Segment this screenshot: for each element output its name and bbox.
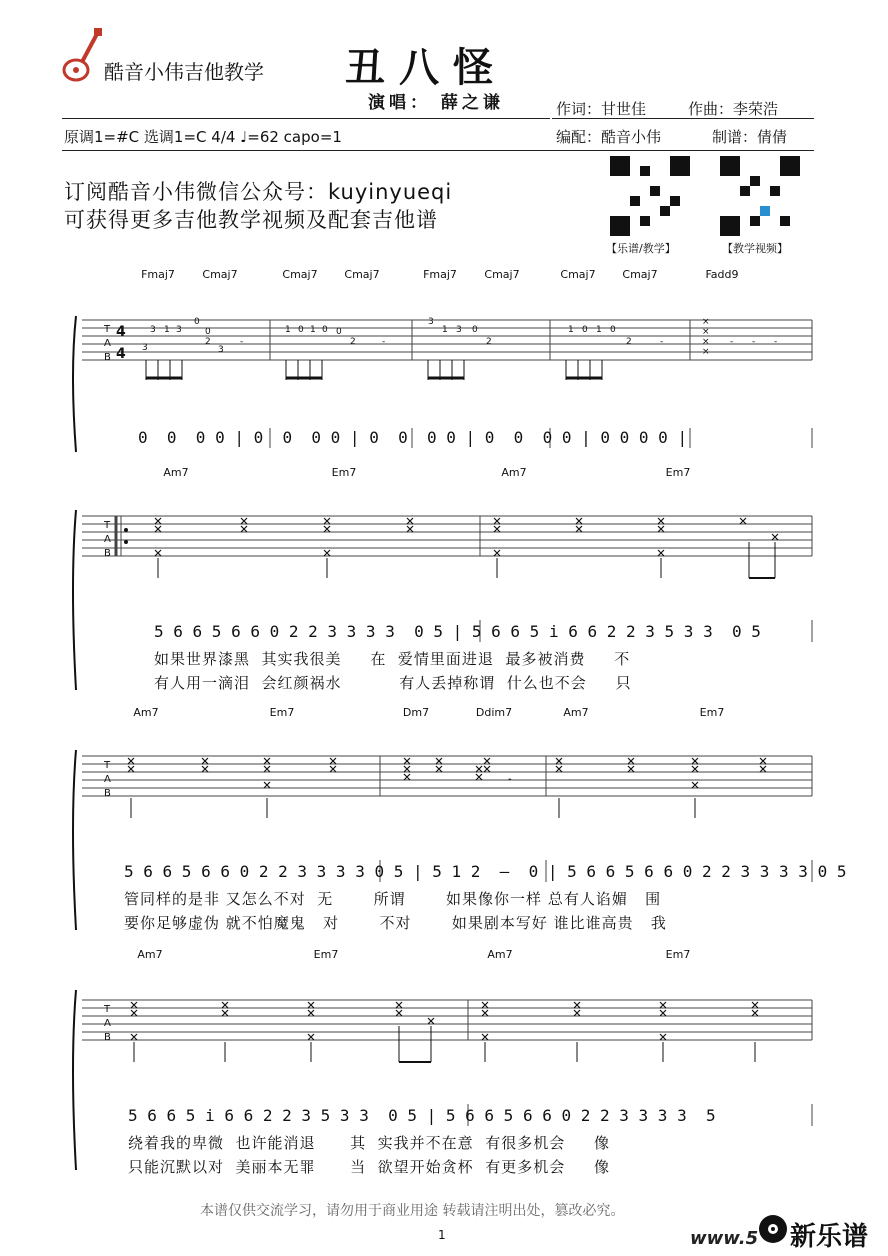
svg-text:1: 1	[164, 325, 170, 335]
chord-name: Cmaj7	[202, 268, 238, 281]
svg-text:3: 3	[428, 317, 434, 327]
composer: 作曲：李荣浩	[688, 100, 779, 118]
svg-text:-: -	[382, 337, 386, 347]
chord-name: Am7	[487, 948, 513, 961]
svg-text:-: -	[752, 337, 756, 347]
chord-name: Am7	[137, 948, 163, 961]
chord-name: Cmaj7	[560, 268, 596, 281]
qr-code-icon	[720, 156, 800, 236]
svg-text:×: ×	[702, 327, 710, 337]
svg-text:T: T	[104, 520, 111, 531]
score-system-2	[0, 462, 888, 702]
svg-text:A: A	[104, 774, 111, 785]
header-divider	[62, 118, 550, 119]
svg-text:0: 0	[582, 325, 588, 335]
key-info: 原调1=#C 选调1=C 4/4 ♩=62 capo=1	[64, 128, 342, 146]
svg-text:1: 1	[285, 325, 291, 335]
qr-code-icon	[610, 156, 690, 236]
svg-text:0: 0	[194, 317, 200, 327]
chord-name: Fadd9	[705, 268, 739, 281]
svg-text:3: 3	[176, 325, 182, 335]
svg-text:×: ×	[702, 347, 710, 357]
svg-text:2: 2	[486, 337, 492, 347]
qr-label-1: 【乐谱/教学】	[606, 242, 676, 255]
svg-text:0: 0	[322, 325, 328, 335]
svg-text:B: B	[104, 788, 111, 799]
svg-text:-: -	[240, 337, 244, 347]
score-system-4	[0, 942, 888, 1182]
chord-name: Em7	[665, 466, 691, 479]
engraver: 制谱：倩倩	[712, 128, 788, 146]
chord-name: Cmaj7	[282, 268, 318, 281]
jianpu-row: 5 6 6 5 6 6 0 2 2 3 3 3 3 0 5 | 5 6 6 5 i 6 6 2 2 3 5 3 3 0 5	[154, 622, 761, 641]
promo-line-1: 订阅酷音小伟微信公众号：kuyinyueqi	[64, 180, 453, 204]
svg-text:T: T	[104, 324, 111, 335]
svg-text:2: 2	[205, 337, 211, 347]
svg-text:3: 3	[218, 345, 224, 355]
lyric-line-1: 管同样的是非 又怎么不对 无 所谓 如果像你一样 总有人谄媚 围	[124, 890, 662, 908]
svg-text:B: B	[104, 352, 111, 363]
singer: 演唱： 薛之谦	[368, 93, 504, 113]
guitar-logo-icon	[60, 26, 104, 84]
svg-text:0: 0	[336, 327, 342, 337]
lyric-line-2: 只能沉默以对 美丽本无罪 当 欲望开始贪杯 有更多机会 像	[128, 1158, 611, 1176]
svg-text:4: 4	[116, 324, 126, 340]
chord-name: Em7	[269, 706, 295, 719]
svg-text:A: A	[104, 1018, 111, 1029]
header-divider-right	[552, 118, 814, 119]
svg-text:2: 2	[350, 337, 356, 347]
chord-name: Am7	[133, 706, 159, 719]
chord-name: Dm7	[402, 706, 430, 719]
chord-name: Em7	[313, 948, 339, 961]
svg-text:0: 0	[610, 325, 616, 335]
lyric-line-1: 如果世界漆黑 其实我很美 在 爱情里面进退 最多被消费 不	[154, 650, 631, 668]
watermark-url: www.5	[690, 1228, 759, 1249]
svg-text:×: ×	[702, 317, 710, 327]
lyric-line-2: 要你足够虚伪 就不怕魔鬼 对 不对 如果剧本写好 谁比谁高贵 我	[124, 914, 667, 932]
svg-text:T: T	[104, 1004, 111, 1015]
chord-name: Cmaj7	[344, 268, 380, 281]
page-number: 1	[438, 1228, 446, 1242]
svg-text:2: 2	[626, 337, 632, 347]
svg-text:B: B	[104, 1032, 111, 1043]
svg-text:1: 1	[442, 325, 448, 335]
vinyl-record-icon	[758, 1214, 788, 1244]
chord-name: Em7	[665, 948, 691, 961]
svg-text:A: A	[104, 338, 111, 349]
svg-text:B: B	[104, 548, 111, 559]
chord-name: Am7	[163, 466, 189, 479]
svg-text:0: 0	[205, 327, 211, 337]
svg-text:-: -	[660, 337, 664, 347]
chord-name: Em7	[331, 466, 357, 479]
copyright-notice: 本谱仅供交流学习，请勿用于商业用途 转载请注明出处，篡改必究。	[200, 1203, 625, 1219]
chord-name: Em7	[699, 706, 725, 719]
song-title: 丑八怪	[345, 44, 507, 91]
jianpu-row: 5 6 6 5 i 6 6 2 2 3 5 3 3 0 5 | 5 6 6 5 6 6 0 2 2 3 3 3 3 5	[128, 1106, 716, 1125]
svg-text:1: 1	[568, 325, 574, 335]
chord-name: Cmaj7	[484, 268, 520, 281]
lyric-line-2: 有人用一滴泪 会红颜祸水 有人丢掉称谓 什么也不会 只	[154, 674, 632, 692]
score-system-1	[0, 262, 888, 462]
qr-label-2: 【教学视频】	[722, 242, 788, 255]
chord-name: Ddim7	[475, 706, 513, 719]
chord-name: Fmaj7	[141, 268, 175, 281]
svg-text:T: T	[104, 760, 111, 771]
promo-line-2: 可获得更多吉他教学视频及配套吉他谱	[64, 208, 438, 232]
svg-text:-: -	[730, 337, 734, 347]
chord-name: Cmaj7	[622, 268, 658, 281]
svg-text:1: 1	[310, 325, 316, 335]
jianpu-row: 5 6 6 5 6 6 0 2 2 3 3 3 3 0 5 | 5 1 2 — 0 | 5 6 6 5 6 6 0 2 2 3 3 3 3 0 5	[124, 862, 847, 881]
svg-text:3: 3	[150, 325, 156, 335]
score-system-3	[0, 702, 888, 942]
svg-text:-: -	[774, 337, 778, 347]
chord-name: Fmaj7	[423, 268, 457, 281]
svg-text:3: 3	[456, 325, 462, 335]
svg-text:A: A	[104, 534, 111, 545]
svg-text:×: ×	[702, 337, 710, 347]
lyricist: 作词：甘世佳	[556, 100, 647, 118]
header-divider-bottom	[62, 150, 814, 151]
jianpu-row: 0 0 0 0 | 0 0 0 0 | 0 0 0 0 | 0 0 0 0 | 0 0 0 0 |	[138, 428, 688, 447]
lyric-line-1: 绕着我的卑微 也许能消退 其 实我并不在意 有很多机会 像	[128, 1134, 611, 1152]
svg-text:3: 3	[142, 343, 148, 353]
svg-text:0: 0	[298, 325, 304, 335]
brand-name: 酷音小伟吉他教学	[104, 60, 264, 84]
svg-text:0: 0	[472, 325, 478, 335]
svg-text:4: 4	[116, 346, 126, 362]
watermark-brand: 新乐谱	[790, 1222, 869, 1252]
arranger: 编配：酷音小伟	[556, 128, 662, 146]
svg-text:-: -	[508, 774, 512, 785]
chord-name: Am7	[563, 706, 589, 719]
chord-name: Am7	[501, 466, 527, 479]
svg-text:1: 1	[596, 325, 602, 335]
